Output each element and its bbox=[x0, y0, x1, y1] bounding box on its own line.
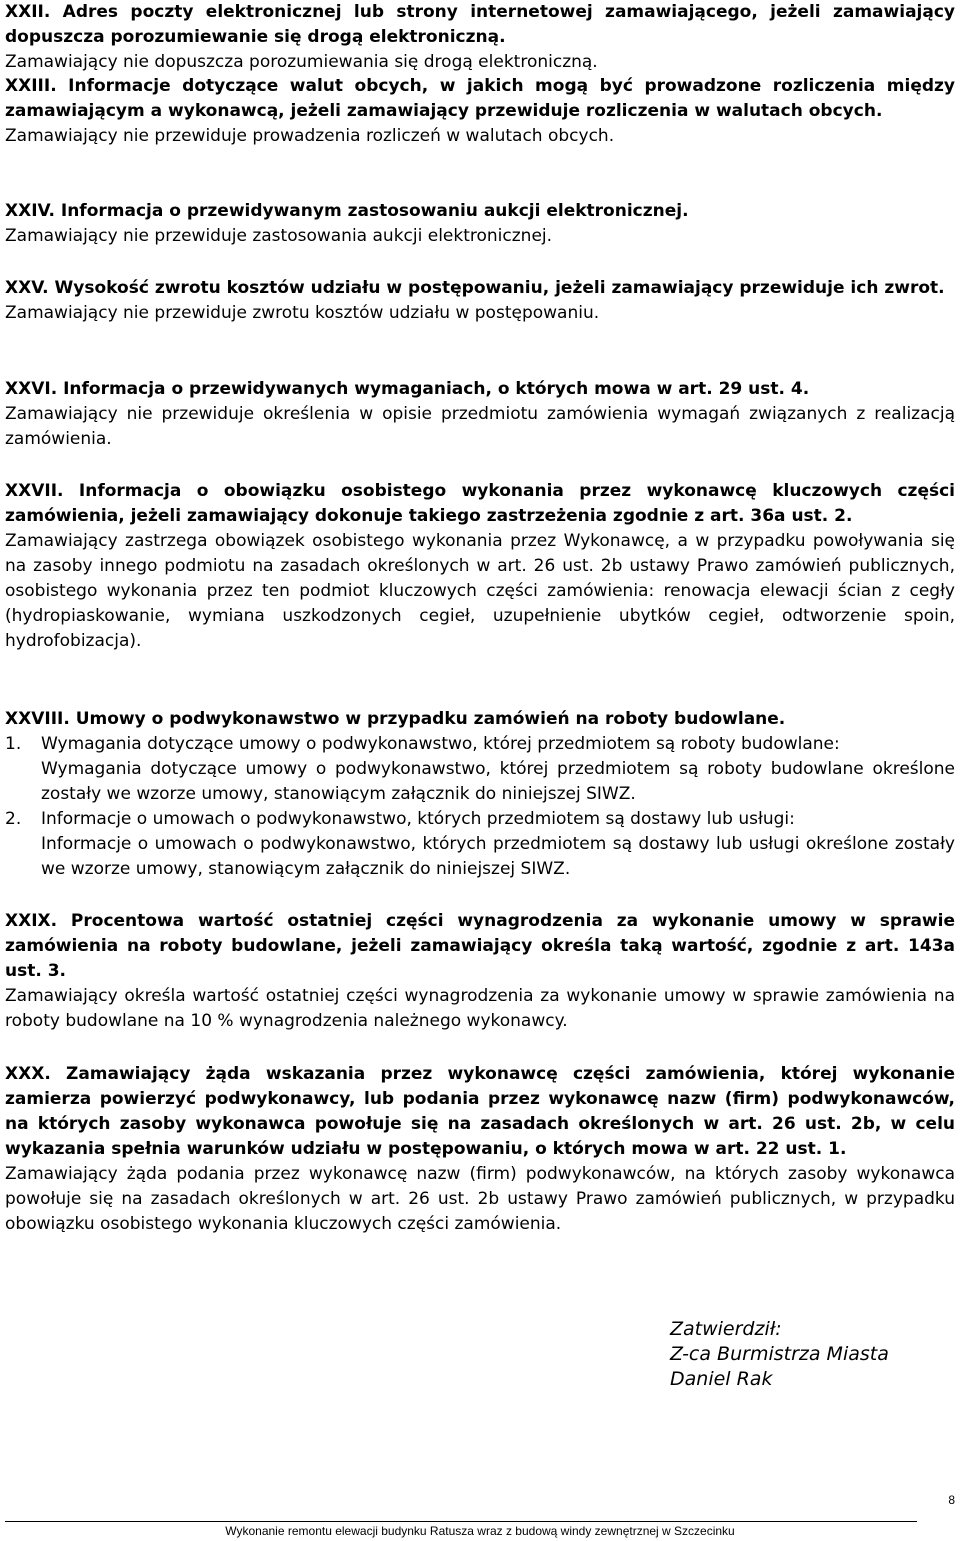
signature-approved-label: Zatwierdził: bbox=[670, 1318, 782, 1340]
section-heading: XXIV. Informacja o przewidywanym zastosowaniu aukcji elektronicznej. bbox=[5, 201, 689, 221]
section-xxvii bbox=[5, 479, 955, 654]
section-body: Zamawiający nie dopuszcza porozumiewania się drogą elektroniczną. bbox=[5, 52, 598, 72]
page-number: 8 bbox=[948, 1493, 955, 1507]
section-body: Zamawiający nie przewiduje zwrotu kosztów udziału w postępowaniu. bbox=[5, 303, 600, 323]
section-body: Zamawiający nie przewiduje zastosowania aukcji elektronicznej. bbox=[5, 226, 553, 246]
list-item-title: Wymagania dotyczące umowy o podwykonawstwo, której przedmiotem są roboty budowlane: bbox=[41, 734, 840, 754]
section-heading: XXVI. Informacja o przewidywanych wymaganiach, o których mowa w art. 29 ust. 4. bbox=[5, 379, 810, 399]
section-body: Zamawiający żąda podania przez wykonawcę nazw (firm) podwykonawców, na których zasoby wykonawca powołuje się na zasadach określonych w art. 26 ust. 2b ustawy Prawo zamówień publicznych, w przypadku obowiązku osobistego wykonania kluczowych części zamówienia. bbox=[5, 1164, 955, 1234]
list-item-body: Informacje o umowach o podwykonawstwo, których przedmiotem są dostawy lub usługi określone zostały we wzorze umowy, stanowiącym załącznik do niniejszej SIWZ. bbox=[41, 834, 955, 879]
section-xxii bbox=[5, 0, 955, 75]
section-heading: XXII. Adres poczty elektronicznej lub strony internetowej zamawiającego, jeżeli zamawiający dopuszcza porozumiewanie się drogą elektroniczną. bbox=[5, 2, 955, 47]
section-heading: XXIII. Informacje dotyczące walut obcych, w jakich mogą być prowadzone rozliczenia między zamawiającym a wykonawcą, jeżeli zamawiający przewiduje rozliczenia w walutach obcych. bbox=[5, 76, 955, 121]
section-body: Zamawiający nie przewiduje określenia w opisie przedmiotu zamówienia wymagań związanych z realizacją zamówienia. bbox=[5, 404, 955, 449]
section-xxv bbox=[5, 276, 955, 326]
list-item bbox=[5, 732, 955, 807]
section-heading: XXIX. Procentowa wartość ostatniej części wynagrodzenia za wykonanie umowy w sprawie zamówienia na roboty budowlane, jeżeli zamawiający określa taką wartość, zgodnie z art. 143a ust. 3. bbox=[5, 911, 955, 981]
section-heading: XXVIII. Umowy o podwykonawstwo w przypadku zamówień na roboty budowlane. bbox=[5, 709, 786, 729]
signature-name: Daniel Rak bbox=[670, 1368, 773, 1390]
list-item-number: 2. bbox=[5, 809, 22, 829]
section-xxx bbox=[5, 1062, 955, 1237]
footer-divider bbox=[5, 1521, 917, 1522]
section-body: Zamawiający nie przewiduje prowadzenia rozliczeń w walutach obcych. bbox=[5, 126, 615, 146]
list-item-number: 1. bbox=[5, 734, 22, 754]
section-heading: XXV. Wysokość zwrotu kosztów udziału w postępowaniu, jeżeli zamawiający przewiduje ich zwrot. bbox=[5, 278, 945, 298]
section-body: Zamawiający określa wartość ostatniej części wynagrodzenia za wykonanie umowy w sprawie zamówienia na roboty budowlane na 10 % wynagrodzenia należnego wykonawcy. bbox=[5, 986, 955, 1031]
section-xxvi bbox=[5, 377, 955, 452]
section-heading: XXVII. Informacja o obowiązku osobistego wykonania przez wykonawcę kluczowych części zamówienia, jeżeli zamawiający dokonuje takiego zastrzeżenia zgodnie z art. 36a ust. 2. bbox=[5, 481, 955, 526]
section-body: Zamawiający zastrzega obowiązek osobistego wykonania przez Wykonawcę, a w przypadku powoływania się na zasoby innego podmiotu na zasadach określonych w art. 26 ust. 2b ustawy Prawo zamówień publicznych, osobistego wykonania przez ten podmiot kluczowych części zamówienia: renowacja elewacji ścian z cegły (hydropiaskowanie, wymiana uszkodzonych cegieł, uzupełnienie ubytków cegieł, odtworzenie spoin, hydrofobizacja). bbox=[5, 531, 955, 651]
list-item-title: Informacje o umowach o podwykonawstwo, których przedmiotem są dostawy lub usługi: bbox=[41, 809, 795, 829]
section-xxiii bbox=[5, 74, 955, 149]
section-heading: XXX. Zamawiający żąda wskazania przez wykonawcę części zamówienia, której wykonanie zamierza powierzyć podwykonawcy, lub podania przez wykonawcę nazw (firm) podwykonawców, na których zasoby wykonawca powołuje się na zasadach określonych w art. 26 ust. 2b, w celu wykazania spełnia warunków udziału w postępowaniu, o których mowa w art. 22 ust. 1. bbox=[5, 1064, 955, 1159]
section-xxix bbox=[5, 909, 955, 1034]
page-footer: Wykonanie remontu elewacji budynku Ratusza wraz z budową windy zewnętrznej w Szczecinku bbox=[225, 1524, 735, 1538]
list-item bbox=[5, 807, 955, 882]
signature-block bbox=[670, 1317, 889, 1392]
section-xxiv bbox=[5, 199, 955, 249]
signature-role: Z-ca Burmistrza Miasta bbox=[670, 1343, 889, 1365]
section-xxviii bbox=[5, 707, 955, 882]
list-item-body: Wymagania dotyczące umowy o podwykonawstwo, której przedmiotem są roboty budowlane określone zostały we wzorze umowy, stanowiącym załącznik do niniejszej SIWZ. bbox=[41, 759, 955, 804]
